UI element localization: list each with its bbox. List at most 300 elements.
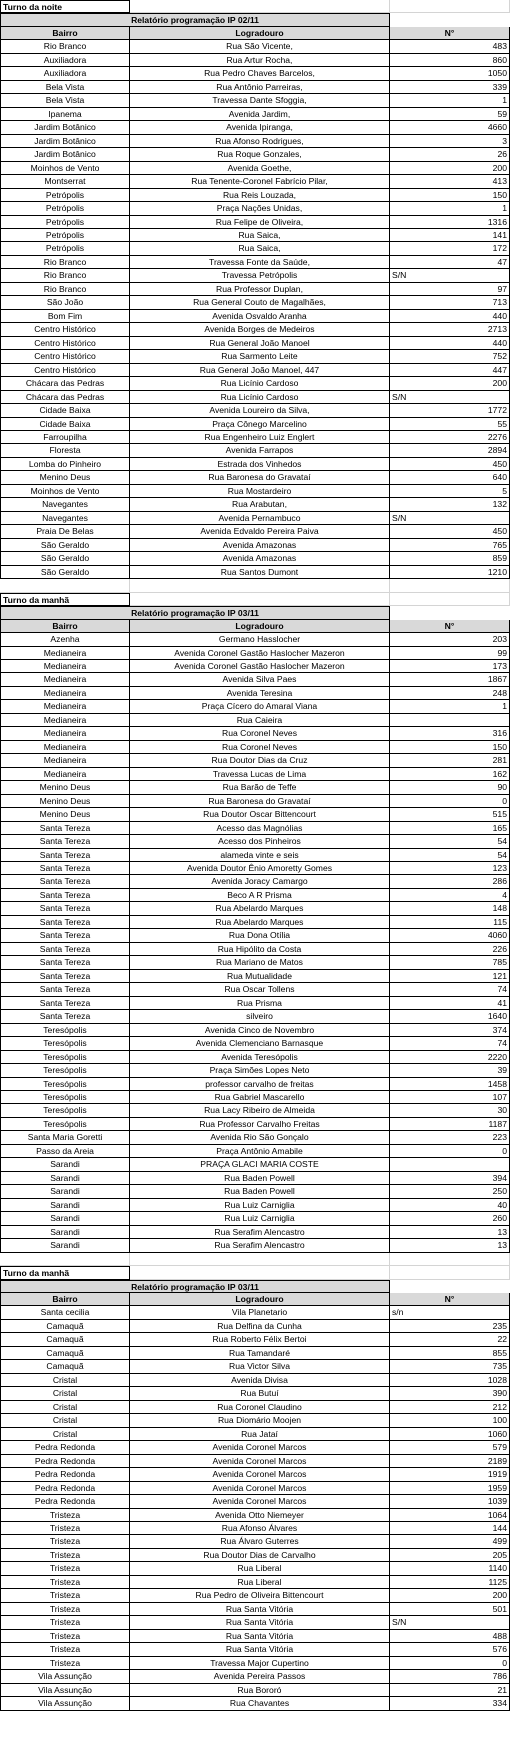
cell-numero[interactable] [390,1401,510,1414]
cell-numero[interactable] [390,108,510,121]
cell-logradouro[interactable]: Avenida Osvaldo Aranha [130,310,390,323]
cell-bairro[interactable]: Pedra Redonda [0,1468,130,1481]
cell-logradouro[interactable]: Rua Barão de Teffe [130,781,390,794]
cell-bairro[interactable]: Sarandi [0,1158,130,1171]
cell-logradouro[interactable]: Rua Gabriel Mascarello [130,1091,390,1104]
cell-bairro[interactable]: Rio Branco [0,256,130,269]
cell-numero[interactable] [390,1333,510,1346]
cell-bairro[interactable]: Bela Vista [0,81,130,94]
cell-logradouro[interactable]: Rua Santa Vitória [130,1630,390,1643]
cell-logradouro[interactable]: Praça Simões Lopes Neto [130,1064,390,1077]
cell-numero[interactable] [390,1643,510,1656]
cell-bairro[interactable]: Santa Maria Goretti [0,1131,130,1144]
empty-cell[interactable] [0,579,130,592]
cell-bairro[interactable]: Petrópolis [0,189,130,202]
cell-bairro[interactable]: Santa Tereza [0,956,130,969]
cell-logradouro[interactable]: Rua Saica, [130,229,390,242]
cell-numero[interactable] [390,660,510,673]
cell-logradouro[interactable]: Avenida Loureiro da Silva, [130,404,390,417]
cell-bairro[interactable]: Medianeira [0,660,130,673]
cell-bairro[interactable]: Bom Fim [0,310,130,323]
cell-numero[interactable] [390,310,510,323]
empty-cell[interactable] [130,1253,390,1266]
cell-numero[interactable] [390,1535,510,1548]
cell-logradouro[interactable]: Rua Antônio Parreiras, [130,81,390,94]
column-header-numero[interactable]: N° [390,1293,510,1306]
cell-logradouro[interactable]: Avenida Pernambuco [130,512,390,525]
cell-numero[interactable] [390,94,510,107]
cell-numero[interactable] [390,337,510,350]
cell-logradouro[interactable]: Avenida Amazonas [130,552,390,565]
cell-numero[interactable] [390,714,510,727]
cell-logradouro[interactable]: Rua Engenheiro Luiz Englert [130,431,390,444]
cell-bairro[interactable]: Montserrat [0,175,130,188]
cell-logradouro[interactable]: Avenida Silva Paes [130,673,390,686]
cell-logradouro[interactable]: Praça Cícero do Amaral Viana [130,700,390,713]
cell-numero[interactable] [390,1455,510,1468]
cell-bairro[interactable]: Sarandi [0,1226,130,1239]
cell-numero[interactable] [390,1441,510,1454]
cell-logradouro[interactable]: Praça Antônio Amabile [130,1145,390,1158]
cell-logradouro[interactable]: Rua Felipe de Oliveira, [130,216,390,229]
cell-logradouro[interactable]: Avenida Pereira Passos [130,1670,390,1683]
cell-bairro[interactable]: Pedra Redonda [0,1495,130,1508]
cell-logradouro[interactable]: Rua São Vicente, [130,40,390,53]
cell-bairro[interactable]: Tristeza [0,1616,130,1629]
cell-bairro[interactable]: Tristeza [0,1549,130,1562]
cell-logradouro[interactable]: Rua Luiz Carniglia [130,1199,390,1212]
cell-numero[interactable] [390,216,510,229]
report-title[interactable]: Relatório programação IP 02/11 [0,13,390,26]
cell-numero[interactable] [390,1428,510,1441]
cell-bairro[interactable]: Teresópolis [0,1037,130,1050]
cell-logradouro[interactable]: Rua Caieira [130,714,390,727]
cell-logradouro[interactable]: Rua Oscar Tollens [130,983,390,996]
cell-bairro[interactable]: Cristal [0,1414,130,1427]
cell-logradouro[interactable]: Beco A R Prisma [130,889,390,902]
cell-bairro[interactable]: Santa Tereza [0,875,130,888]
cell-bairro[interactable]: Farroupilha [0,431,130,444]
cell-numero[interactable] [390,135,510,148]
cell-logradouro[interactable]: Rua Abelardo Marques [130,916,390,929]
cell-bairro[interactable]: Santa Tereza [0,889,130,902]
cell-logradouro[interactable]: Avenida Coronel Marcos [130,1441,390,1454]
cell-numero[interactable] [390,525,510,538]
cell-logradouro[interactable]: Rua Santos Dumont [130,566,390,579]
cell-numero[interactable] [390,1562,510,1575]
cell-logradouro[interactable]: Rua Luiz Carniglia [130,1212,390,1225]
cell-logradouro[interactable]: Rua Santa Vitória [130,1616,390,1629]
cell-numero[interactable] [390,1037,510,1050]
cell-numero[interactable] [390,1226,510,1239]
cell-logradouro[interactable]: Rua Roberto Félix Bertoi [130,1333,390,1346]
cell-logradouro[interactable]: Rua Licínio Cardoso [130,377,390,390]
cell-logradouro[interactable]: Rua Hipólito da Costa [130,943,390,956]
cell-numero[interactable] [390,471,510,484]
cell-numero[interactable] [390,458,510,471]
cell-bairro[interactable]: Santa Tereza [0,862,130,875]
cell-logradouro[interactable]: Rua Mariano de Matos [130,956,390,969]
column-header-bairro[interactable]: Bairro [0,1293,130,1306]
cell-logradouro[interactable]: Rua Baronesa do Gravataí [130,471,390,484]
cell-numero[interactable] [390,754,510,767]
cell-numero[interactable] [390,229,510,242]
cell-bairro[interactable]: Medianeira [0,727,130,740]
cell-numero[interactable] [390,1495,510,1508]
cell-logradouro[interactable]: Rua Jataí [130,1428,390,1441]
cell-numero[interactable] [390,1104,510,1117]
cell-numero[interactable] [390,997,510,1010]
column-header-bairro[interactable]: Bairro [0,620,130,633]
cell-bairro[interactable]: Menino Deus [0,471,130,484]
cell-logradouro[interactable]: Avenida Clemenciano Barnasque [130,1037,390,1050]
shift-label[interactable]: Turno da noite [0,0,130,13]
cell-logradouro[interactable]: Rua Baronesa do Gravataí [130,795,390,808]
cell-bairro[interactable]: Medianeira [0,754,130,767]
shift-label[interactable]: Turno da manhã [0,593,130,606]
cell-bairro[interactable]: São Geraldo [0,552,130,565]
cell-logradouro[interactable]: Rua Afonso Álvares [130,1522,390,1535]
cell-logradouro[interactable]: Acesso das Magnólias [130,822,390,835]
cell-logradouro[interactable]: Rua Santa Vitória [130,1643,390,1656]
cell-logradouro[interactable]: Rua Álvaro Guterres [130,1535,390,1548]
column-header-numero[interactable]: N° [390,620,510,633]
cell-numero[interactable] [390,875,510,888]
cell-numero[interactable] [390,1320,510,1333]
cell-numero[interactable] [390,296,510,309]
cell-logradouro[interactable]: Rua Serafim Alencastro [130,1239,390,1252]
empty-cell[interactable] [130,1266,390,1279]
cell-logradouro[interactable]: Rua Coronel Neves [130,741,390,754]
cell-numero[interactable] [390,1603,510,1616]
cell-logradouro[interactable]: professor carvalho de freitas [130,1078,390,1091]
cell-bairro[interactable]: Chácara das Pedras [0,391,130,404]
cell-bairro[interactable]: Sarandi [0,1172,130,1185]
cell-logradouro[interactable]: Avenida Goethe, [130,162,390,175]
cell-numero[interactable] [390,552,510,565]
cell-bairro[interactable]: Medianeira [0,700,130,713]
cell-numero[interactable] [390,1158,510,1171]
cell-numero[interactable] [390,444,510,457]
cell-numero[interactable] [390,1482,510,1495]
cell-bairro[interactable]: Menino Deus [0,795,130,808]
cell-bairro[interactable]: Floresta [0,444,130,457]
column-header-numero[interactable]: N° [390,27,510,40]
cell-bairro[interactable]: Santa Tereza [0,916,130,929]
cell-bairro[interactable]: Tristeza [0,1535,130,1548]
cell-bairro[interactable]: Santa Tereza [0,849,130,862]
cell-logradouro[interactable]: Rua Pedro de Oliveira Bittencourt [130,1589,390,1602]
cell-logradouro[interactable]: Travessa Dante Sfoggia, [130,94,390,107]
cell-bairro[interactable]: Vila Assunção [0,1670,130,1683]
cell-logradouro[interactable]: Rua Liberal [130,1562,390,1575]
cell-numero[interactable] [390,768,510,781]
cell-logradouro[interactable]: Rua Bororó [130,1684,390,1697]
cell-logradouro[interactable]: Rua Baden Powell [130,1185,390,1198]
cell-logradouro[interactable]: Rua Licínio Cardoso [130,391,390,404]
cell-numero[interactable] [390,1468,510,1481]
cell-bairro[interactable]: Tristeza [0,1509,130,1522]
cell-numero[interactable] [390,1522,510,1535]
cell-numero[interactable] [390,67,510,80]
column-header-logradouro[interactable]: Logradouro [130,620,390,633]
cell-numero[interactable] [390,1306,510,1319]
cell-numero[interactable] [390,1078,510,1091]
cell-logradouro[interactable]: Avenida Teresina [130,687,390,700]
cell-logradouro[interactable]: Avenida Borges de Medeiros [130,323,390,336]
cell-logradouro[interactable]: alameda vinte e seis [130,849,390,862]
cell-logradouro[interactable]: Rua Artur Rocha, [130,54,390,67]
cell-logradouro[interactable]: Avenida Coronel Marcos [130,1482,390,1495]
cell-numero[interactable] [390,1374,510,1387]
cell-logradouro[interactable]: Rua Professor Carvalho Freitas [130,1118,390,1131]
cell-bairro[interactable]: Teresópolis [0,1064,130,1077]
cell-logradouro[interactable]: Avenida Doutor Ênio Amoretty Gomes [130,862,390,875]
cell-numero[interactable] [390,431,510,444]
cell-logradouro[interactable]: Rua Tenente-Coronel Fabrício Pilar, [130,175,390,188]
cell-bairro[interactable]: Petrópolis [0,242,130,255]
cell-bairro[interactable]: Petrópolis [0,229,130,242]
cell-logradouro[interactable]: Rua Roque Gonzales, [130,148,390,161]
cell-numero[interactable] [390,700,510,713]
cell-logradouro[interactable]: Rua Reis Louzada, [130,189,390,202]
cell-numero[interactable] [390,81,510,94]
cell-numero[interactable] [390,1131,510,1144]
cell-logradouro[interactable]: Rua Dona Otília [130,929,390,942]
cell-bairro[interactable]: Praia De Belas [0,525,130,538]
cell-numero[interactable] [390,781,510,794]
cell-bairro[interactable]: Santa Tereza [0,943,130,956]
cell-logradouro[interactable]: Rua Santa Vitória [130,1603,390,1616]
cell-logradouro[interactable]: Avenida Cinco de Novembro [130,1024,390,1037]
cell-bairro[interactable]: Teresópolis [0,1091,130,1104]
cell-logradouro[interactable]: Avenida Amazonas [130,539,390,552]
cell-bairro[interactable]: Teresópolis [0,1104,130,1117]
cell-logradouro[interactable]: Rua Chavantes [130,1697,390,1710]
cell-bairro[interactable]: Auxiliadora [0,67,130,80]
cell-bairro[interactable]: Sarandi [0,1212,130,1225]
cell-logradouro[interactable]: Rua General João Manoel, 447 [130,364,390,377]
report-title[interactable]: Relatório programação IP 03/11 [0,1280,390,1293]
cell-logradouro[interactable]: Rua Doutor Dias de Carvalho [130,1549,390,1562]
cell-numero[interactable] [390,1589,510,1602]
cell-bairro[interactable]: Medianeira [0,768,130,781]
cell-numero[interactable] [390,391,510,404]
cell-bairro[interactable]: Santa Tereza [0,1010,130,1023]
cell-bairro[interactable]: Tristeza [0,1657,130,1670]
cell-logradouro[interactable]: Rua Diomário Moojen [130,1414,390,1427]
cell-bairro[interactable]: Centro Histórico [0,364,130,377]
cell-bairro[interactable]: Vila Assunção [0,1697,130,1710]
cell-logradouro[interactable]: Rua Arabutan, [130,498,390,511]
cell-bairro[interactable]: Cristal [0,1428,130,1441]
cell-bairro[interactable]: Tristeza [0,1630,130,1643]
cell-logradouro[interactable]: Avenida Farrapos [130,444,390,457]
cell-numero[interactable] [390,902,510,915]
cell-bairro[interactable]: Camaquã [0,1320,130,1333]
cell-numero[interactable] [390,822,510,835]
cell-numero[interactable] [390,1199,510,1212]
cell-bairro[interactable]: Centro Histórico [0,337,130,350]
cell-logradouro[interactable]: Avenida Coronel Marcos [130,1468,390,1481]
cell-logradouro[interactable]: Travessa Major Cupertino [130,1657,390,1670]
cell-numero[interactable] [390,647,510,660]
cell-numero[interactable] [390,1360,510,1373]
cell-numero[interactable] [390,1549,510,1562]
cell-bairro[interactable]: Sarandi [0,1185,130,1198]
cell-logradouro[interactable]: Avenida Coronel Marcos [130,1495,390,1508]
cell-bairro[interactable]: Pedra Redonda [0,1441,130,1454]
cell-bairro[interactable]: Auxiliadora [0,54,130,67]
cell-numero[interactable] [390,1414,510,1427]
cell-logradouro[interactable]: Rua Professor Duplan, [130,283,390,296]
empty-cell[interactable] [130,0,390,13]
cell-numero[interactable] [390,916,510,929]
cell-numero[interactable] [390,1576,510,1589]
cell-numero[interactable] [390,983,510,996]
cell-numero[interactable] [390,1616,510,1629]
cell-numero[interactable] [390,970,510,983]
cell-numero[interactable] [390,377,510,390]
cell-bairro[interactable]: Teresópolis [0,1118,130,1131]
cell-logradouro[interactable]: Acesso dos Pinheiros [130,835,390,848]
cell-numero[interactable] [390,1347,510,1360]
cell-bairro[interactable]: Passo da Areia [0,1145,130,1158]
cell-numero[interactable] [390,512,510,525]
cell-bairro[interactable]: Sarandi [0,1239,130,1252]
cell-bairro[interactable]: Medianeira [0,687,130,700]
cell-bairro[interactable]: Santa cecilia [0,1306,130,1319]
cell-bairro[interactable]: Menino Deus [0,808,130,821]
cell-numero[interactable] [390,1670,510,1683]
cell-numero[interactable] [390,54,510,67]
cell-bairro[interactable]: Teresópolis [0,1078,130,1091]
cell-logradouro[interactable]: Rua General João Manoel [130,337,390,350]
cell-bairro[interactable]: Rio Branco [0,40,130,53]
cell-logradouro[interactable]: Travessa Lucas de Lima [130,768,390,781]
cell-bairro[interactable]: Vila Assunção [0,1684,130,1697]
cell-numero[interactable] [390,808,510,821]
cell-logradouro[interactable]: Avenida Otto Niemeyer [130,1509,390,1522]
cell-numero[interactable] [390,687,510,700]
cell-logradouro[interactable]: Rua General Couto de Magalhães, [130,296,390,309]
cell-logradouro[interactable]: Rua Pedro Chaves Barcelos, [130,67,390,80]
cell-bairro[interactable]: Cristal [0,1374,130,1387]
empty-cell[interactable] [390,1266,510,1279]
cell-numero[interactable] [390,889,510,902]
cell-logradouro[interactable]: Praça Cônego Marcelino [130,418,390,431]
cell-bairro[interactable]: Tristeza [0,1562,130,1575]
cell-logradouro[interactable]: Rua Liberal [130,1576,390,1589]
cell-numero[interactable] [390,835,510,848]
column-header-logradouro[interactable]: Logradouro [130,27,390,40]
cell-logradouro[interactable]: Rua Butuí [130,1387,390,1400]
cell-bairro[interactable]: Moinhos de Vento [0,485,130,498]
cell-logradouro[interactable]: Estrada dos Vinhedos [130,458,390,471]
cell-numero[interactable] [390,1118,510,1131]
cell-bairro[interactable]: Santa Tereza [0,822,130,835]
cell-bairro[interactable]: Cidade Baixa [0,404,130,417]
cell-bairro[interactable]: Camaquã [0,1347,130,1360]
cell-logradouro[interactable]: Vila Planetario [130,1306,390,1319]
empty-cell[interactable] [390,579,510,592]
cell-bairro[interactable]: Tristeza [0,1522,130,1535]
cell-bairro[interactable]: Medianeira [0,673,130,686]
cell-numero[interactable] [390,1657,510,1670]
cell-bairro[interactable]: São Geraldo [0,566,130,579]
cell-bairro[interactable]: Tristeza [0,1589,130,1602]
cell-numero[interactable] [390,498,510,511]
empty-cell[interactable] [130,593,390,606]
cell-numero[interactable] [390,1185,510,1198]
cell-numero[interactable] [390,1091,510,1104]
cell-bairro[interactable]: Santa Tereza [0,902,130,915]
cell-bairro[interactable]: Teresópolis [0,1051,130,1064]
cell-bairro[interactable]: Rio Branco [0,269,130,282]
cell-logradouro[interactable]: Travessa Fonte da Saúde, [130,256,390,269]
cell-bairro[interactable]: Jardim Botânico [0,135,130,148]
cell-logradouro[interactable]: Rua Saica, [130,242,390,255]
cell-numero[interactable] [390,1051,510,1064]
cell-bairro[interactable]: Santa Tereza [0,929,130,942]
cell-numero[interactable] [390,1387,510,1400]
cell-numero[interactable] [390,539,510,552]
cell-logradouro[interactable]: Rua Coronel Claudino [130,1401,390,1414]
cell-bairro[interactable]: Cristal [0,1387,130,1400]
cell-numero[interactable] [390,727,510,740]
cell-bairro[interactable]: Santa Tereza [0,997,130,1010]
cell-logradouro[interactable]: Rua Coronel Neves [130,727,390,740]
cell-numero[interactable] [390,1010,510,1023]
cell-numero[interactable] [390,1630,510,1643]
cell-bairro[interactable]: Camaquã [0,1333,130,1346]
cell-numero[interactable] [390,1064,510,1077]
cell-logradouro[interactable]: Rua Mostardeiro [130,485,390,498]
cell-numero[interactable] [390,633,510,646]
cell-bairro[interactable]: Tristeza [0,1576,130,1589]
cell-logradouro[interactable]: Avenida Joracy Camargo [130,875,390,888]
empty-cell[interactable] [390,0,510,13]
cell-numero[interactable] [390,418,510,431]
shift-label[interactable]: Turno da manhã [0,1266,130,1279]
cell-bairro[interactable]: Medianeira [0,714,130,727]
cell-bairro[interactable]: Sarandi [0,1199,130,1212]
cell-numero[interactable] [390,1509,510,1522]
cell-logradouro[interactable]: Rua Doutor Oscar Bittencourt [130,808,390,821]
cell-bairro[interactable]: Rio Branco [0,283,130,296]
cell-numero[interactable] [390,148,510,161]
cell-numero[interactable] [390,485,510,498]
column-header-logradouro[interactable]: Logradouro [130,1293,390,1306]
cell-bairro[interactable]: Navegantes [0,498,130,511]
cell-numero[interactable] [390,202,510,215]
cell-numero[interactable] [390,189,510,202]
cell-bairro[interactable]: Santa Tereza [0,835,130,848]
cell-numero[interactable] [390,849,510,862]
cell-logradouro[interactable]: Praça Nações Unidas, [130,202,390,215]
cell-logradouro[interactable]: Rua Abelardo Marques [130,902,390,915]
cell-bairro[interactable]: Jardim Botânico [0,121,130,134]
cell-numero[interactable] [390,162,510,175]
cell-logradouro[interactable]: Rua Tamandaré [130,1347,390,1360]
column-header-bairro[interactable]: Bairro [0,27,130,40]
cell-logradouro[interactable]: Rua Victor Silva [130,1360,390,1373]
empty-cell[interactable] [390,593,510,606]
report-title[interactable]: Relatório programação IP 03/11 [0,606,390,619]
cell-bairro[interactable]: Menino Deus [0,781,130,794]
cell-logradouro[interactable]: PRAÇA GLACI MARIA COSTE [130,1158,390,1171]
cell-numero[interactable] [390,256,510,269]
